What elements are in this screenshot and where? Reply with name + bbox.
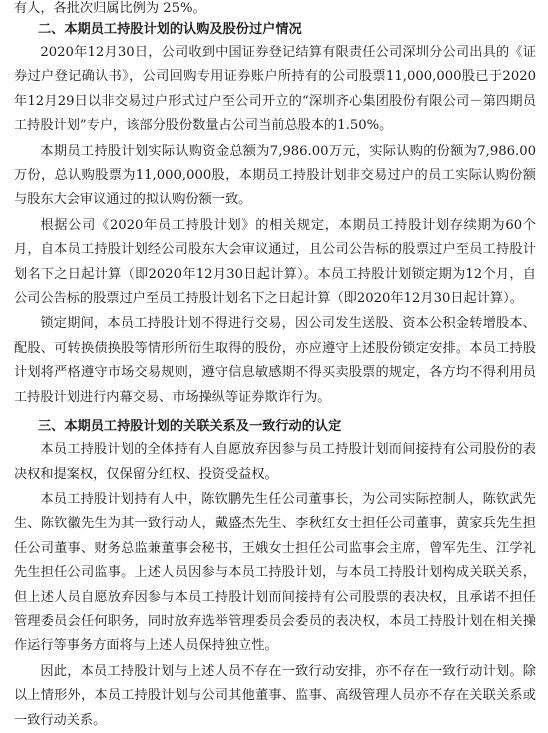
- previous-paragraph-fragment: 有人，各批次归属比例为 25%。: [14, 1, 206, 16]
- paragraph-lockup-trading-rules: 锁定期间，本员工持股计划不得进行交易，因公司发生送股、资本公积金转增股本、配股、可转换债换股等情形所衍生取得的股份，亦应遵守上述股份锁定安排。本员工持股计划将严格遵守市场交易规则，遵守信息敏感期不得买卖股票的规定，各方均不得利用员工持股计划进行内幕交易、市场操纵等证券欺诈行为。: [14, 316, 536, 405]
- section-heading-subscription-transfer: 二、本期员工持股计划的认购及股份过户情况: [38, 22, 302, 37]
- paragraph-voting-rights-waiver: 本员工持股计划的全体持有人自愿放弃因参与员工持股计划而间接持有公司股份的表决权和提案权，仅保留分红权、投资受益权。: [14, 442, 536, 482]
- section-heading-related-party: 三、本期员工持股计划的关联关系及一致行动的认定: [38, 419, 342, 435]
- paragraph-conclusion: 因此，本员工持股计划与上述人员不存在一致行动安排，亦不存在一致行动计划。除以上情形外，本员工持股计划与公司其他董事、监事、高级管理人员亦不存在关联关系或一致行动关系。: [14, 663, 536, 728]
- paragraph-related-holders: 本员工持股计划持有人中，陈钦鹏先生任公司董事长，为公司实际控制人，陈钦武先生、陈钦徽先生为其一致行动人，戴盛杰先生、李秋红女士担任公司董事，黄家兵先生担任公司董事、财务总监兼董事会秘书，王娥女士担任公司监事会主席，曾军先生、江学礼先生担任公司监事。上述人员因参与本员工持股计划，与本员工持股计划构成关联关系，但上述人员自愿放弃因参与本员工持股计划而间接持有公司股票的表决权，且承诺不担任管理委员会任何职务，同时放弃选举管理委员会委员的表决权，本员工持股计划在相关操作运行等事务方面将与上述人员保持独立性。: [14, 491, 536, 654]
- paragraph-subscription-amount: 本期员工持股计划实际认购资金总额为7,986.00万元，实际认购的份额为7,986.00万份，总认购股票为11,000,000股，本期员工持股计划非交易过户的员工实际认购份额与股东大会审议通过的拟认购份额一致。: [14, 143, 536, 208]
- paragraph-transfer-confirmation: 2020年12月30日，公司收到中国证券登记结算有限责任公司深圳分公司出具的《证券过户登记确认书》，公司回购专用证券账户所持有的公司股票11,000,000股已于2020年12月29日以非交易过户形式过户至公司开立的“深圳齐心集团股份有限公司－第四期员工持股计划”专户，该部分股份数量占公司当前总股本的1.50%。: [14, 45, 536, 134]
- paragraph-duration-lockup: 根据公司《2020年员工持股计划》的相关规定，本期员工持股计划存续期为60个月，自本员工持股计划经公司股东大会审议通过，且公司公告标的股票过户至员工持股计划名下之日起计算（即2020年12月30日起计算）。本员工持股计划锁定期为12个月，自公司公告标的股票过户至员工持股计划名下之日起计算（即2020年12月30日起计算）。: [14, 217, 536, 307]
